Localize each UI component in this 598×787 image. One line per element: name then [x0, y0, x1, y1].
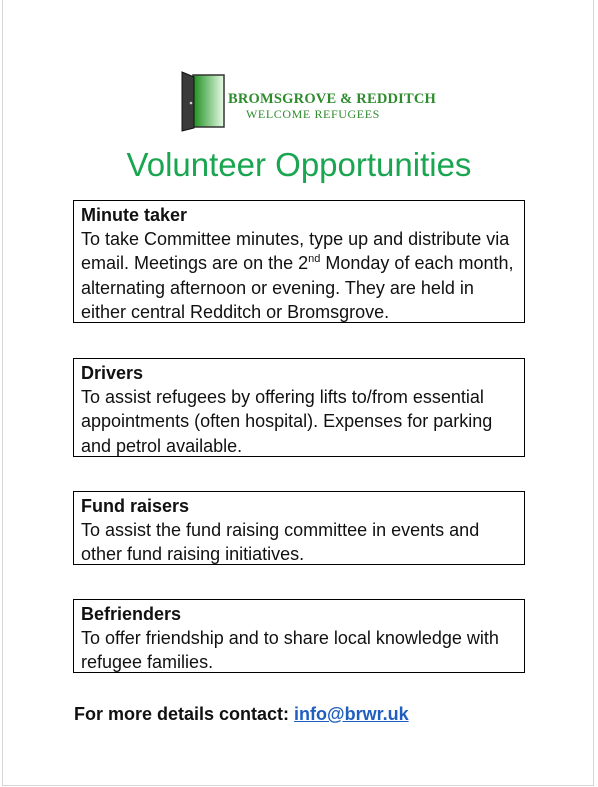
role-heading: Minute taker — [81, 205, 188, 225]
role-description: To assist refugees by offering lifts to/from essential appointments (often hospital). Expenses for parking and petrol available. — [81, 387, 493, 456]
logo-line-1: BROMSGROVE & REDDITCH — [228, 91, 437, 107]
role-heading: Befrienders — [81, 604, 182, 624]
contact-email-link[interactable]: info@brwr.uk — [294, 704, 409, 724]
role-description: To offer friendship and to share local knowledge with refugee families. — [81, 628, 499, 673]
role-box-drivers — [73, 358, 525, 457]
role-box-fund-raisers — [73, 491, 525, 565]
ordinal-suffix: nd — [308, 253, 321, 266]
role-box-minute-taker — [73, 200, 525, 323]
role-description: To assist the fund raising committee in events and other fund raising initiatives. — [81, 520, 480, 565]
contact-label: For more details contact: — [74, 704, 295, 724]
open-door-icon — [180, 70, 226, 132]
role-text-part: To take Committee minutes, type up and distribute via email. Meetings are on the 2 — [81, 229, 510, 274]
logo-line-2: WELCOME REFUGEES — [246, 107, 380, 121]
contact-line — [74, 704, 409, 725]
page-title: Volunteer Opportunities — [126, 146, 472, 183]
role-description — [81, 227, 518, 325]
role-heading: Drivers — [81, 363, 144, 383]
role-box-befrienders — [73, 599, 525, 673]
role-heading: Fund raisers — [81, 496, 190, 516]
role-text-part: Monday of each month, alternating afternoon or evening. They are held in either central Redditch or Bromsgrove. — [81, 253, 514, 323]
organisation-logo — [180, 70, 437, 132]
